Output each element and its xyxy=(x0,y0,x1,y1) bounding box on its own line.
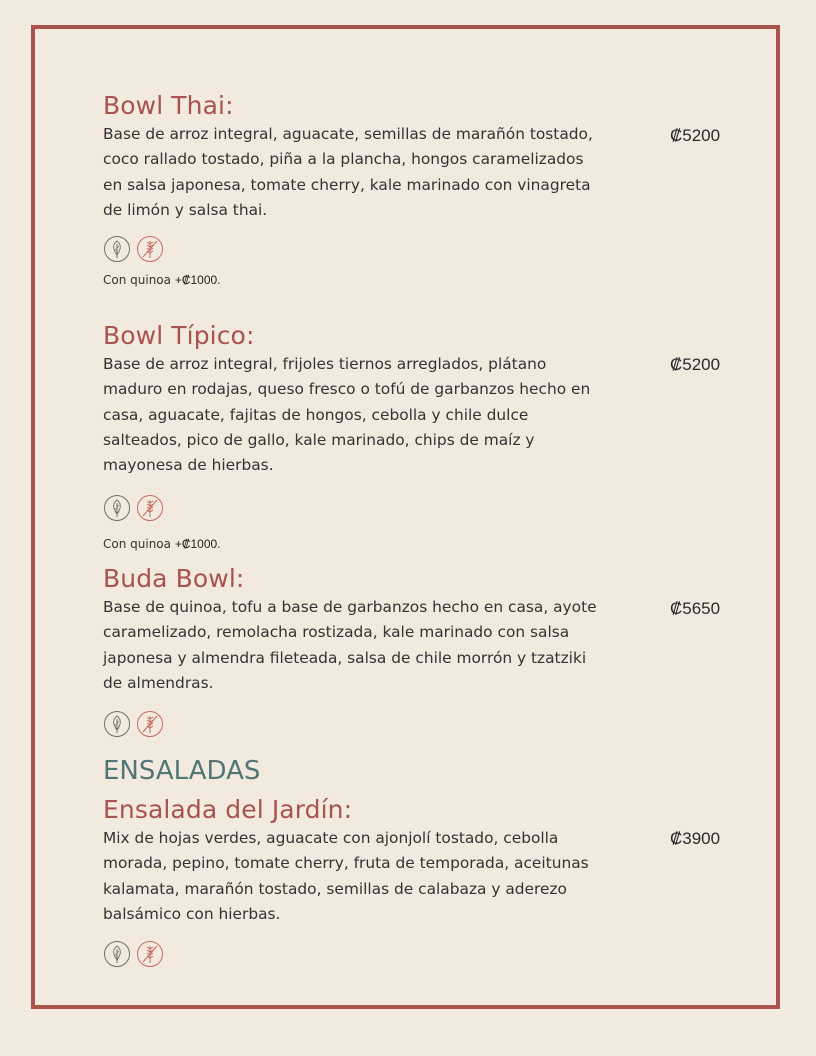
section-ensaladas xyxy=(103,756,743,786)
vegan-leaf-icon xyxy=(103,235,131,263)
item-price: ₡5200 xyxy=(670,355,721,374)
dietary-icons xyxy=(103,710,743,738)
note-text: Con quinoa xyxy=(103,537,175,552)
quinoa-note xyxy=(103,536,743,552)
menu-item-bowl-tipico xyxy=(103,322,743,552)
dietary-icons xyxy=(103,235,743,263)
item-name: Bowl Típico: xyxy=(103,321,255,350)
item-name: Ensalada del Jardín: xyxy=(103,795,353,824)
item-description: Mix de hojas verdes, aguacate con ajonjolí tostado, cebolla morada, pepino, tomate cherry, fruta de temporada, aceitunas kalamata, marañón tostado, semillas de calabaza y aderezo balsámico con hierbas. xyxy=(103,829,589,923)
note-text: Con quinoa xyxy=(103,273,175,288)
item-name: Buda Bowl: xyxy=(103,564,245,593)
note-price: +₡1000. xyxy=(174,537,221,552)
menu-item-buda-bowl xyxy=(103,565,743,738)
item-price: ₡3900 xyxy=(670,829,721,848)
vegan-leaf-icon xyxy=(103,710,131,738)
item-description: Base de arroz integral, frijoles tiernos arreglados, plátano maduro en rodajas, queso fresco o tofú de garbanzos hecho en casa, aguacate, fajitas de hongos, cebolla y chile dulce salteados, pico de gallo, kale marinado, chips de maíz y mayonesa de hierbas. xyxy=(103,355,591,475)
item-description: Base de quinoa, tofu a base de garbanzos hecho en casa, ayote caramelizado, remolacha rostizada, kale marinado con salsa japonesa y almendra fileteada, salsa de chile morrón y tzatziki de almendras. xyxy=(103,598,597,692)
dietary-icons xyxy=(103,494,743,522)
section-title: ENSALADAS xyxy=(103,756,261,786)
gluten-free-icon xyxy=(136,235,164,263)
gluten-free-icon xyxy=(136,494,164,522)
gluten-free-icon xyxy=(136,940,164,968)
dietary-icons xyxy=(103,940,743,968)
vegan-leaf-icon xyxy=(103,494,131,522)
vegan-leaf-icon xyxy=(103,940,131,968)
gluten-free-icon xyxy=(136,710,164,738)
note-price: +₡1000. xyxy=(174,273,221,288)
item-description: Base de arroz integral, aguacate, semillas de marañón tostado, coco rallado tostado, piña a la plancha, hongos caramelizados en salsa japonesa, tomate cherry, kale marinado con vinagreta de limón y salsa thai. xyxy=(103,125,593,219)
item-price: ₡5650 xyxy=(670,599,721,618)
item-price: ₡5200 xyxy=(670,126,721,145)
item-name: Bowl Thai: xyxy=(103,91,234,120)
menu-item-ensalada-jardin xyxy=(103,796,743,968)
menu-item-bowl-thai xyxy=(103,92,743,288)
quinoa-note xyxy=(103,272,743,288)
